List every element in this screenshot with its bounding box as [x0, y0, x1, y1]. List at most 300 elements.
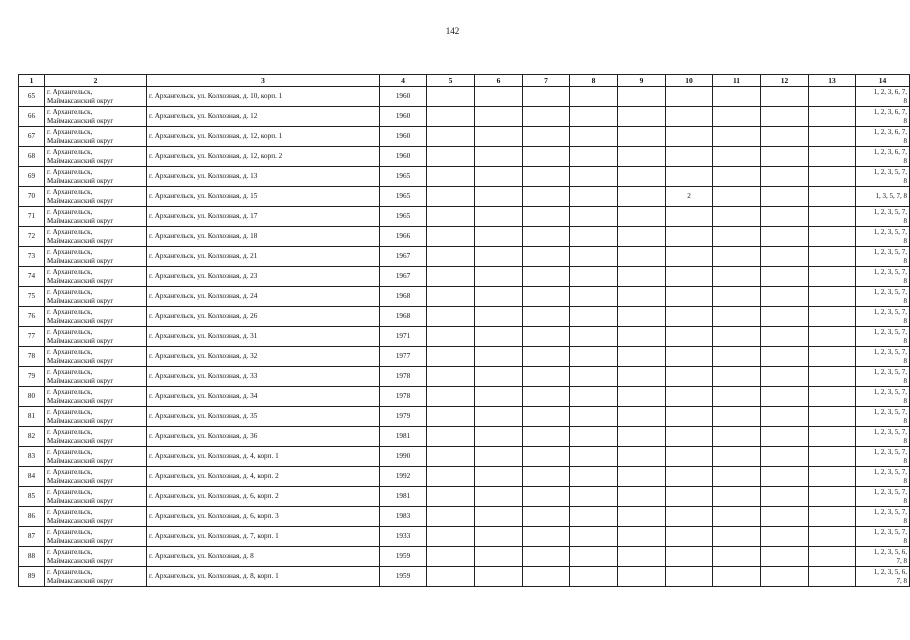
column-14-cell [856, 147, 910, 167]
column-12-cell [761, 447, 809, 467]
column-5-cell [427, 87, 475, 107]
column-header: 6 [475, 75, 523, 87]
year-cell-text: 1968 [395, 292, 411, 301]
district-cell-text: Маймаксанский округ [47, 456, 114, 465]
column-10-cell [666, 447, 713, 467]
year-cell [380, 347, 427, 367]
district-cell-text: г. Архангельск, [47, 567, 93, 576]
table-row [19, 447, 910, 467]
column-7-cell [523, 207, 570, 227]
column-12-cell [761, 547, 809, 567]
row-number-cell [19, 327, 45, 347]
column-6-cell [475, 287, 523, 307]
row-number-cell-text: 87 [27, 532, 36, 541]
column-14-cell-text: 1, 2, 3, 5, 7, [873, 267, 907, 276]
row-number-cell [19, 387, 45, 407]
district-cell-text: Маймаксанский округ [47, 116, 114, 125]
row-number-cell [19, 347, 45, 367]
column-5-cell [427, 187, 475, 207]
year-cell [380, 227, 427, 247]
column-14-cell-text: 8 [903, 296, 907, 305]
address-cell [147, 107, 380, 127]
table-body [19, 87, 910, 587]
year-cell-text: 1978 [395, 372, 411, 381]
column-14-cell-text: 1, 2, 3, 5, 7, [873, 407, 907, 416]
column-14-cell-text: 1, 2, 3, 5, 7, [873, 487, 907, 496]
column-11-cell [713, 87, 761, 107]
district-cell [45, 527, 147, 547]
column-13-cell [809, 287, 856, 307]
year-cell [380, 407, 427, 427]
row-number-cell-text: 81 [27, 412, 36, 421]
district-cell-text: г. Архангельск, [47, 447, 93, 456]
address-cell [147, 507, 380, 527]
address-cell [147, 527, 380, 547]
year-cell [380, 267, 427, 287]
column-5-cell [427, 227, 475, 247]
column-8-cell [570, 487, 618, 507]
column-14-cell-text: 1, 2, 3, 5, 7, [873, 467, 907, 476]
row-number-cell [19, 467, 45, 487]
district-cell-text: Маймаксанский округ [47, 316, 114, 325]
year-cell [380, 507, 427, 527]
column-13-cell [809, 87, 856, 107]
column-5-cell [427, 567, 475, 587]
column-13-cell [809, 307, 856, 327]
column-14-cell-text: 8 [903, 116, 907, 125]
address-cell [147, 487, 380, 507]
column-14-cell [856, 447, 910, 467]
year-cell-text: 1965 [395, 192, 411, 201]
row-number-cell [19, 567, 45, 587]
table-row [19, 147, 910, 167]
column-6-cell [475, 467, 523, 487]
table-row [19, 467, 910, 487]
year-cell-text: 1983 [395, 512, 411, 521]
column-6-cell [475, 507, 523, 527]
column-8-cell [570, 307, 618, 327]
column-6-cell [475, 267, 523, 287]
column-5-cell [427, 547, 475, 567]
district-cell-text: г. Архангельск, [47, 227, 93, 236]
column-14-cell-text: 8 [903, 156, 907, 165]
column-10-cell [666, 507, 713, 527]
column-header: 8 [570, 75, 618, 87]
column-13-cell [809, 427, 856, 447]
column-14-cell [856, 187, 910, 207]
year-cell [380, 467, 427, 487]
column-14-cell-text: 8 [903, 476, 907, 485]
column-6-cell [475, 167, 523, 187]
table-row [19, 547, 910, 567]
column-6-cell [475, 307, 523, 327]
column-14-cell-text: 1, 2, 3, 5, 7, [873, 367, 907, 376]
housing-table [18, 74, 910, 587]
table-row [19, 167, 910, 187]
column-11-cell [713, 407, 761, 427]
column-11-cell [713, 307, 761, 327]
page-number: 142 [445, 26, 460, 36]
column-8-cell [570, 527, 618, 547]
column-14-cell-text: 8 [903, 176, 907, 185]
district-cell [45, 387, 147, 407]
year-cell-text: 1960 [395, 132, 411, 141]
district-cell [45, 487, 147, 507]
address-cell [147, 327, 380, 347]
column-14-cell-text: 1, 2, 3, 5, 6, [873, 547, 907, 556]
district-cell-text: г. Архангельск, [47, 287, 93, 296]
column-14-cell [856, 327, 910, 347]
column-5-cell [427, 147, 475, 167]
district-cell-text: г. Архангельск, [47, 487, 93, 496]
column-14-cell [856, 127, 910, 147]
year-cell-text: 1965 [395, 172, 411, 181]
column-7-cell [523, 487, 570, 507]
column-header: 9 [618, 75, 666, 87]
year-cell [380, 207, 427, 227]
column-14-cell [856, 107, 910, 127]
column-13-cell [809, 347, 856, 367]
column-14-cell [856, 467, 910, 487]
column-14-cell-text: 1, 2, 3, 6, 7, [873, 127, 907, 136]
column-9-cell [618, 247, 666, 267]
column-8-cell [570, 327, 618, 347]
column-11-cell [713, 287, 761, 307]
column-12-cell [761, 287, 809, 307]
column-12-cell [761, 167, 809, 187]
column-10-cell [666, 87, 713, 107]
column-12-cell [761, 567, 809, 587]
column-header: 4 [380, 75, 427, 87]
year-cell-text: 1933 [395, 532, 411, 541]
address-cell-text: г. Архангельск, ул. Колхозная, д. 12, корп. 1 [149, 132, 283, 141]
column-header: 14 [856, 75, 910, 87]
column-5-cell [427, 447, 475, 467]
column-14-cell-text: 8 [903, 216, 907, 225]
column-5-cell [427, 387, 475, 407]
address-cell-text: г. Архангельск, ул. Колхозная, д. 4, корп. 2 [149, 472, 279, 481]
column-12-cell [761, 407, 809, 427]
column-8-cell [570, 167, 618, 187]
column-8-cell [570, 407, 618, 427]
column-12-cell [761, 307, 809, 327]
column-11-cell [713, 467, 761, 487]
column-9-cell [618, 267, 666, 287]
column-header: 3 [147, 75, 380, 87]
district-cell-text: г. Архангельск, [47, 107, 93, 116]
table-row [19, 567, 910, 587]
address-cell [147, 407, 380, 427]
column-12-cell [761, 127, 809, 147]
district-cell-text: г. Архангельск, [47, 527, 93, 536]
year-cell-text: 1960 [395, 92, 411, 101]
district-cell-text: г. Архангельск, [47, 507, 93, 516]
column-6-cell [475, 187, 523, 207]
column-14-cell [856, 427, 910, 447]
column-6-cell [475, 247, 523, 267]
column-12-cell [761, 107, 809, 127]
column-14-cell-text: 8 [903, 376, 907, 385]
column-14-cell-text: 1, 2, 3, 5, 7, [873, 447, 907, 456]
column-5-cell [427, 527, 475, 547]
year-cell-text: 1966 [395, 232, 411, 241]
row-number-cell [19, 87, 45, 107]
column-header: 11 [713, 75, 761, 87]
column-12-cell [761, 247, 809, 267]
year-cell [380, 547, 427, 567]
district-cell-text: г. Архангельск, [47, 187, 93, 196]
address-cell [147, 367, 380, 387]
address-cell [147, 287, 380, 307]
column-14-cell-text: 7, 8 [896, 556, 907, 565]
column-14-cell-text: 1, 2, 3, 5, 7, [873, 387, 907, 396]
table-row [19, 87, 910, 107]
column-13-cell [809, 107, 856, 127]
column-14-cell-text: 1, 3, 5, 7, 8 [875, 192, 907, 201]
row-number-cell-text: 75 [27, 292, 36, 301]
year-cell-text: 1981 [395, 432, 411, 441]
district-cell-text: Маймаксанский округ [47, 516, 114, 525]
address-cell-text: г. Архангельск, ул. Колхозная, д. 8 [149, 552, 254, 561]
header-row [19, 75, 910, 87]
column-6-cell [475, 547, 523, 567]
district-cell-text: г. Архангельск, [47, 387, 93, 396]
column-10-cell [666, 167, 713, 187]
column-5-cell [427, 127, 475, 147]
column-12-cell [761, 147, 809, 167]
column-8-cell [570, 387, 618, 407]
column-11-cell [713, 487, 761, 507]
table-row [19, 327, 910, 347]
column-14-cell-text: 8 [903, 416, 907, 425]
column-12-cell [761, 327, 809, 347]
column-12-cell [761, 387, 809, 407]
district-cell-text: Маймаксанский округ [47, 296, 114, 305]
column-9-cell [618, 447, 666, 467]
column-10-cell [666, 387, 713, 407]
row-number-cell [19, 307, 45, 327]
district-cell [45, 267, 147, 287]
district-cell [45, 247, 147, 267]
table-row [19, 427, 910, 447]
column-7-cell [523, 447, 570, 467]
column-9-cell [618, 487, 666, 507]
column-11-cell [713, 547, 761, 567]
column-8-cell [570, 127, 618, 147]
column-10-cell [666, 527, 713, 547]
column-6-cell [475, 107, 523, 127]
address-cell-text: г. Архангельск, ул. Колхозная, д. 35 [149, 412, 258, 421]
district-cell-text: г. Архангельск, [47, 427, 93, 436]
year-cell-text: 1965 [395, 212, 411, 221]
address-cell [147, 267, 380, 287]
table-row [19, 127, 910, 147]
address-cell-text: г. Архангельск, ул. Колхозная, д. 12, корп. 2 [149, 152, 283, 161]
column-11-cell [713, 147, 761, 167]
district-cell-text: Маймаксанский округ [47, 536, 114, 545]
row-number-cell [19, 227, 45, 247]
district-cell [45, 87, 147, 107]
row-number-cell-text: 70 [27, 192, 36, 201]
column-10-cell [666, 347, 713, 367]
row-number-cell-text: 89 [27, 572, 36, 581]
column-10-cell [666, 147, 713, 167]
column-11-cell [713, 447, 761, 467]
column-7-cell [523, 227, 570, 247]
column-12-cell [761, 207, 809, 227]
year-cell [380, 307, 427, 327]
row-number-cell-text: 78 [27, 352, 36, 361]
column-8-cell [570, 107, 618, 127]
column-14-cell [856, 547, 910, 567]
column-9-cell [618, 407, 666, 427]
district-cell-text: Маймаксанский округ [47, 276, 114, 285]
column-8-cell [570, 367, 618, 387]
column-14-cell [856, 507, 910, 527]
column-14-cell-text: 1, 2, 3, 5, 7, [873, 527, 907, 536]
district-cell [45, 467, 147, 487]
district-cell-text: г. Архангельск, [47, 207, 93, 216]
column-9-cell [618, 287, 666, 307]
district-cell [45, 227, 147, 247]
district-cell [45, 507, 147, 527]
address-cell [147, 427, 380, 447]
row-number-cell [19, 127, 45, 147]
address-cell-text: г. Архангельск, ул. Колхозная, д. 34 [149, 392, 258, 401]
column-7-cell [523, 527, 570, 547]
row-number-cell-text: 66 [27, 112, 36, 121]
column-11-cell [713, 507, 761, 527]
column-9-cell [618, 507, 666, 527]
column-11-cell [713, 247, 761, 267]
column-14-cell [856, 247, 910, 267]
district-cell [45, 347, 147, 367]
district-cell-text: Маймаксанский округ [47, 196, 114, 205]
column-7-cell [523, 87, 570, 107]
column-5-cell [427, 327, 475, 347]
row-number-cell [19, 267, 45, 287]
column-11-cell [713, 527, 761, 547]
year-cell [380, 107, 427, 127]
year-cell [380, 247, 427, 267]
column-5-cell [427, 427, 475, 447]
column-12-cell [761, 87, 809, 107]
column-10-cell [666, 467, 713, 487]
column-8-cell [570, 187, 618, 207]
district-cell-text: Маймаксанский округ [47, 336, 114, 345]
address-cell [147, 147, 380, 167]
table-row [19, 287, 910, 307]
column-9-cell [618, 467, 666, 487]
column-6-cell [475, 527, 523, 547]
year-cell [380, 487, 427, 507]
district-cell-text: г. Архангельск, [47, 147, 93, 156]
district-cell-text: Маймаксанский округ [47, 256, 114, 265]
column-11-cell [713, 207, 761, 227]
row-number-cell-text: 68 [27, 152, 36, 161]
district-cell-text: Маймаксанский округ [47, 156, 114, 165]
column-10-cell [666, 487, 713, 507]
column-10-cell [666, 367, 713, 387]
column-13-cell [809, 527, 856, 547]
district-cell-text: г. Архангельск, [47, 407, 93, 416]
column-6-cell [475, 147, 523, 167]
column-13-cell [809, 567, 856, 587]
year-cell-text: 1967 [395, 272, 411, 281]
address-cell [147, 247, 380, 267]
column-10-cell [666, 407, 713, 427]
table-row [19, 227, 910, 247]
column-14-cell [856, 287, 910, 307]
address-cell-text: г. Архангельск, ул. Колхозная, д. 13 [149, 172, 258, 181]
column-8-cell [570, 227, 618, 247]
address-cell-text: г. Архангельск, ул. Колхозная, д. 21 [149, 252, 258, 261]
address-cell [147, 167, 380, 187]
column-14-cell-text: 8 [903, 256, 907, 265]
column-12-cell [761, 507, 809, 527]
column-5-cell [427, 167, 475, 187]
column-9-cell [618, 167, 666, 187]
column-14-cell-text: 1, 2, 3, 6, 7, [873, 107, 907, 116]
address-cell [147, 447, 380, 467]
district-cell [45, 427, 147, 447]
row-number-cell [19, 447, 45, 467]
table-row [19, 187, 910, 207]
year-cell [380, 167, 427, 187]
column-5-cell [427, 367, 475, 387]
district-cell-text: г. Архангельск, [47, 127, 93, 136]
address-cell [147, 467, 380, 487]
column-12-cell [761, 487, 809, 507]
column-14-cell-text: 8 [903, 456, 907, 465]
table-row [19, 207, 910, 227]
column-6-cell [475, 447, 523, 467]
address-cell-text: г. Архангельск, ул. Колхозная, д. 18 [149, 232, 258, 241]
column-14-cell-text: 1, 2, 3, 5, 7, [873, 287, 907, 296]
row-number-cell [19, 487, 45, 507]
row-number-cell-text: 73 [27, 252, 36, 261]
district-cell-text: г. Архангельск, [47, 267, 93, 276]
district-cell-text: г. Архангельск, [47, 347, 93, 356]
row-number-cell-text: 80 [27, 392, 36, 401]
column-10-cell [666, 267, 713, 287]
district-cell [45, 107, 147, 127]
column-14-cell-text: 1, 2, 3, 5, 7, [873, 167, 907, 176]
column-11-cell [713, 267, 761, 287]
column-14-cell-text: 1, 2, 3, 6, 7, [873, 87, 907, 96]
column-header: 1 [19, 75, 45, 87]
address-cell-text: г. Архангельск, ул. Колхозная, д. 10, корп. 1 [149, 92, 283, 101]
address-cell [147, 207, 380, 227]
year-cell-text: 1990 [395, 452, 411, 461]
year-cell-text: 1977 [395, 352, 411, 361]
address-cell [147, 387, 380, 407]
year-cell [380, 427, 427, 447]
column-14-cell [856, 487, 910, 507]
row-number-cell-text: 69 [27, 172, 36, 181]
district-cell [45, 407, 147, 427]
row-number-cell-text: 67 [27, 132, 36, 141]
address-cell-text: г. Архангельск, ул. Колхозная, д. 17 [149, 212, 258, 221]
column-5-cell [427, 407, 475, 427]
row-number-cell [19, 187, 45, 207]
row-number-cell-text: 65 [27, 92, 36, 101]
column-14-cell-text: 8 [903, 536, 907, 545]
row-number-cell-text: 76 [27, 312, 36, 321]
row-number-cell-text: 74 [27, 272, 36, 281]
year-cell-text: 1959 [395, 552, 411, 561]
column-5-cell [427, 247, 475, 267]
